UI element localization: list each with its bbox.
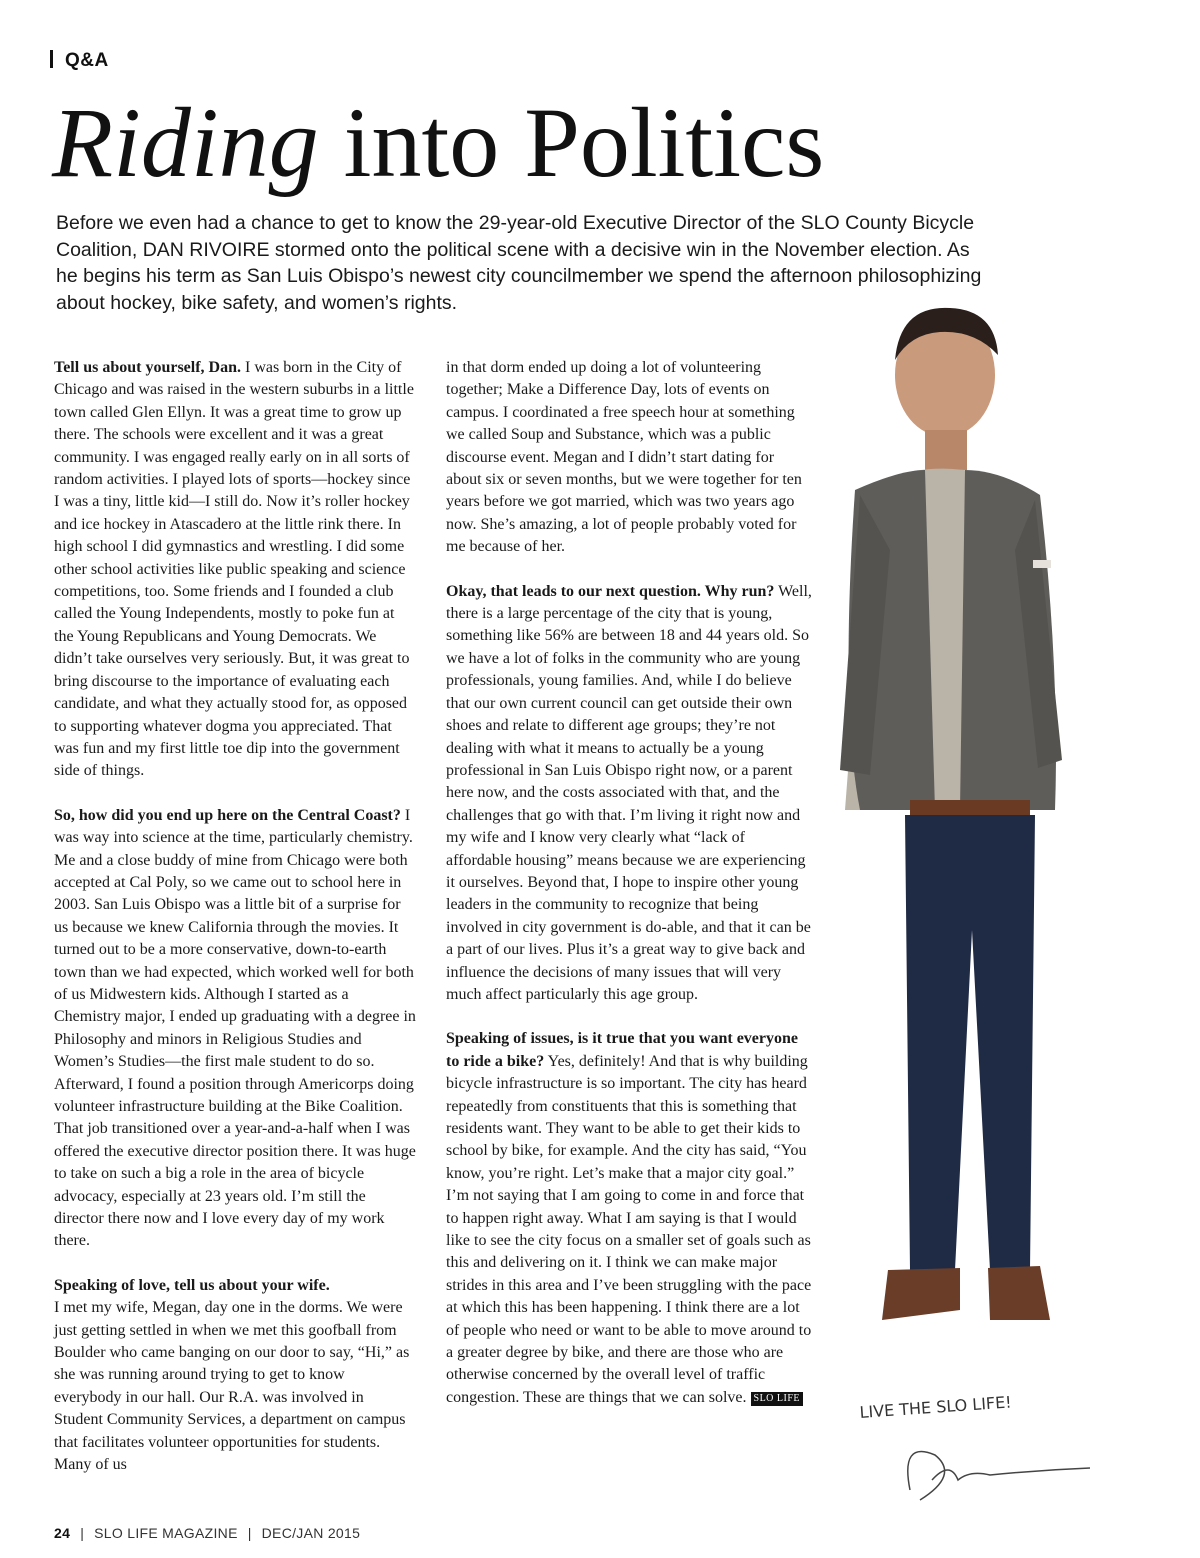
autograph <box>840 1380 1160 1530</box>
answer: Yes, definitely! And that is why building bicycle infrastructure is so important. The city has heard repeatedly from constituents that this is something that residents want. They want to be able to get their kids to school by bike, for example. And the city has said, “You know, you’re right. Let’s make that a major city goal.” I’m not saying that I am going to come in and force that to happen right away. What I am saying is that I would like to see the city focus on a smaller set of goals such as this and delivering on it. I think we can make major strides in this area and I’ve been struggling with the pace at which this has been happening. I think there are a lot of people who need or want to be able to move around to a greater degree by bike, and there are those who are otherwise concerned by the overall level of traffic congestion. These are things that we can solve. <box>446 1052 812 1406</box>
page-number: 24 <box>54 1525 71 1541</box>
section-divider <box>50 50 53 68</box>
question: Speaking of issues, is it true that you want everyone to ride a bike? <box>446 1030 799 1070</box>
answer: Well, there is a large percentage of the city that is young, something like 56% are between 18 and 44 years old. So we have a lot of folks in the community who are young professionals, young families. And, while I do believe that our own current council can get outside their own shoes and relate to different age groups; they’re not dealing with what it means to actually be a young professional in San Luis Obispo right now, or a parent here now, and the costs associated with that, and the challenges that go with that. I’m living it right now and my wife and I know very clearly what “lack of affordable housing” means because we are experiencing it ourselves. Beyond that, I hope to inspire other young leaders in the community to recognize that being involved in city government is do-able, and that it can be a part of our lives. Plus it’s a great way to give back and influence the decisions of many issues that will very much affect particularly this age group. <box>446 582 812 1003</box>
page-footer <box>54 1525 360 1541</box>
qa-block <box>54 805 416 1253</box>
end-mark: SLO LIFE <box>751 1392 804 1406</box>
publication-name: SLO LIFE MAGAZINE <box>94 1525 238 1541</box>
question: So, how did you end up here on the Central Coast? <box>54 806 401 824</box>
question: Tell us about yourself, Dan. <box>54 359 241 376</box>
qa-block <box>446 1028 812 1409</box>
issue-date: DEC/JAN 2015 <box>261 1525 361 1541</box>
section-tag <box>50 50 109 72</box>
intro-paragraph: Before we even had a chance to get to know the 29-year-old Executive Director of the SLO County Bicycle Coalition, DAN RIVOIRE stormed onto the political scene with a decisive win in the November election. As he begins his term as San Luis Obispo’s newest city councilmember we spend the afternoon philosophizing about hockey, bike safety, and women’s rights. <box>56 212 982 314</box>
footer-separator: | <box>247 1525 252 1541</box>
answer: I met my wife, Megan, day one in the dorms. We were just getting settled in when we met this goofball from Boulder who came banging on our door to say, “Hi,” as she was running around trying to get to know everybody in our hall. Our R.A. was involved in Student Community Services, a department on campus that facilitates volunteer opportunities for students. Many of us <box>54 1299 410 1474</box>
qa-block <box>54 357 416 783</box>
title-rest: into Politics <box>318 87 825 198</box>
answer: I was way into science at the time, particularly chemistry. Me and a close buddy of mine from Chicago were both accepted at Cal Poly, so we came out to school here in 2003. San Luis Obispo was a little bit of a surprise for us because we knew California through the movies. It turned out to be a more conservative, down-to-earth town than we had expected, which worked well for both of us Midwestern kids. Although I started as a Chemistry major, I ended up graduating with a degree in Philosophy and minors in Religious Studies and Women’s Studies—the first male student to do so. Afterward, I found a position through Americorps doing volunteer infrastructure building at the Bike Coalition. That job transitioned over a year-and-a-half when I was offered the executive director position there. It was huge to take on such a big a role in the area of bicycle advocacy, especially at 23 years old. I’m still the director there now and I love every day of my work there. <box>54 806 416 1250</box>
question: Okay, that leads to our next question. Why run? <box>446 582 775 600</box>
svg-text:LIVE THE SLO LIFE!: LIVE THE SLO LIFE! <box>858 1392 1013 1422</box>
qa-block <box>446 357 812 559</box>
qa-block <box>446 581 812 1007</box>
section-label: Q&A <box>65 50 109 71</box>
title-italic: Riding <box>52 87 319 198</box>
qa-block <box>54 1275 416 1477</box>
answer: I was born in the City of Chicago and was raised in the western suburbs in a little town called Glen Ellyn. It was a great time to grow up there. The schools were excellent and it was a great community. I was engaged really early on in all sorts of random activities. I played lots of sports—hockey since I was a tiny, little kid—I still do. Now it’s roller hockey and ice hockey in Atascadero at the little rink there. In high school I did gymnastics and wrestling. I did some other school activities like public speaking and science competitions, too. Some friends and I founded a club called the Young Independents, mostly to poke fun at the Young Republicans and Young Democrats. We didn’t take ourselves very seriously. But, it was great to bring discourse to the importance of evaluating each candidate, and what they actually stood for, as opposed to supporting whatever dogma you appreciated. That was fun and my first little toe dip into the government side of things. <box>54 359 414 780</box>
column-left <box>54 357 416 1499</box>
question: Speaking of love, tell us about your wife. <box>54 1276 330 1294</box>
answer-continued: in that dorm ended up doing a lot of volunteering together; Make a Difference Day, lots of events on campus. I coordinated a free speech hour at something we called Soup and Substance, which was a public discourse event. Megan and I didn’t start dating for about six or seven months, but we were together for ten years before we got married, which was two years ago now. She’s amazing, a lot of people probably voted for me because of her. <box>446 359 802 556</box>
footer-separator: | <box>80 1525 85 1541</box>
column-right <box>446 357 812 1431</box>
article-title <box>52 88 824 198</box>
portrait-photo <box>800 290 1100 1470</box>
